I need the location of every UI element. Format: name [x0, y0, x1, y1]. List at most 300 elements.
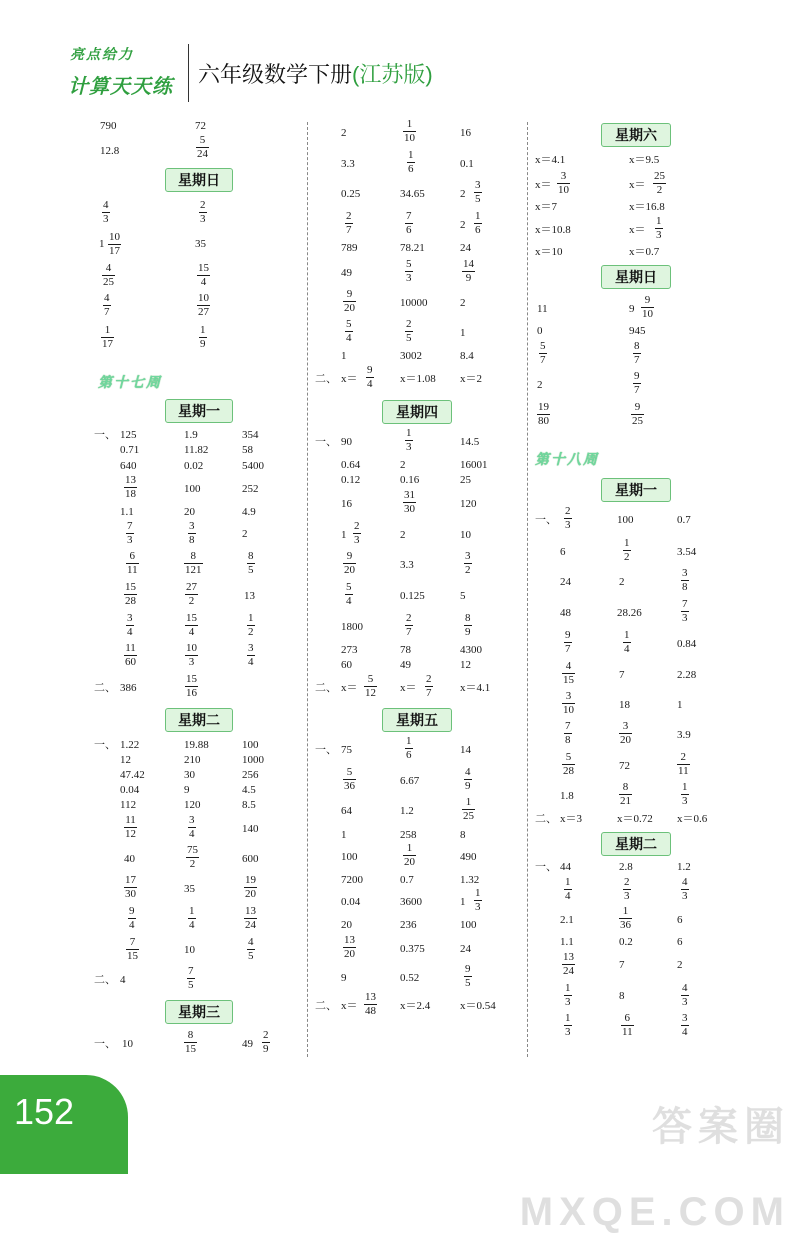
fraction-answer: 25 2 [654, 170, 665, 196]
fraction-answer: 3 20 [620, 720, 631, 746]
answer: 2 [537, 379, 543, 391]
answer: 10 [184, 944, 195, 956]
column-divider-2 [527, 122, 528, 1057]
fraction-answer: 1 25 [463, 796, 474, 822]
answer: 12 [120, 754, 131, 766]
fraction-answer: 1 3 [475, 887, 481, 913]
equation-answer: x＝7 [535, 201, 557, 213]
answer: 11.82 [184, 444, 209, 456]
fraction-answer: 8 7 [634, 340, 640, 366]
answer: 3.9 [677, 729, 691, 741]
answer: 0 [537, 325, 543, 337]
answer: 4.9 [242, 506, 256, 518]
section-label: 二、 [315, 1000, 337, 1012]
section-label: 二、 [315, 682, 337, 694]
fraction-answer: 7 15 [127, 936, 138, 962]
answer: 8 [460, 829, 466, 841]
mixed-number-whole: 1 [341, 529, 347, 541]
fraction-answer: 3 4 [682, 1012, 688, 1038]
fraction-answer: 75 2 [187, 844, 198, 870]
section-label: 一、 [535, 861, 557, 873]
day-heading-friday: 星期五 [382, 708, 452, 732]
answer: 16 [341, 498, 352, 510]
answer: 13 [244, 590, 255, 602]
answer: 48 [560, 607, 571, 619]
answer: 12.8 [100, 145, 120, 157]
answer: 78 [400, 644, 411, 656]
answer: 2 [400, 529, 406, 541]
answer: 1.8 [560, 790, 574, 802]
answer: 1800 [341, 621, 363, 633]
fraction-answer: 27 2 [186, 581, 197, 607]
answer: 0.2 [619, 936, 633, 948]
fraction-answer: 3 2 [465, 550, 471, 576]
answer: 0.84 [677, 638, 697, 650]
fraction-answer: 4 7 [104, 292, 110, 318]
fraction-answer: 3 4 [127, 612, 133, 638]
fraction-answer: 9 20 [344, 288, 355, 314]
day-heading-sunday-2: 星期日 [601, 265, 671, 289]
answer: 120 [460, 498, 477, 510]
answer: 100 [341, 851, 358, 863]
answer: 3600 [400, 896, 422, 908]
section-label: 二、 [94, 974, 116, 986]
answer: 5400 [242, 460, 264, 472]
answer: 24 [460, 242, 471, 254]
answer: 112 [120, 799, 137, 811]
fraction-answer: 2 5 [406, 318, 412, 344]
answer: 90 [341, 436, 352, 448]
answer: 72 [619, 760, 630, 772]
section-label: 二、 [94, 682, 116, 694]
answer: 6 [560, 546, 566, 558]
answer: 3002 [400, 350, 422, 362]
day-heading-saturday: 星期六 [601, 123, 671, 147]
answer: 14 [460, 744, 471, 756]
answer: 140 [242, 823, 259, 835]
answer: 0.16 [400, 474, 420, 486]
equation-answer: x＝ [341, 682, 358, 694]
fraction-answer: 9 5 [465, 963, 471, 989]
answer: 2 [400, 459, 406, 471]
answer: 6.67 [400, 775, 420, 787]
answer: 1 [677, 699, 683, 711]
fraction-answer: 13 20 [344, 934, 355, 960]
fraction-answer: 3 8 [682, 567, 688, 593]
book-title [198, 58, 433, 88]
mixed-number-whole: 9 [629, 303, 635, 315]
answer: 0.04 [120, 784, 140, 796]
answer: 2.8 [619, 861, 633, 873]
fraction-answer: 1 2 [624, 537, 630, 563]
answer: 75 [341, 744, 352, 756]
equation-answer: x＝ [629, 179, 646, 191]
equation-answer: x＝10 [535, 246, 563, 258]
answer: 16001 [460, 459, 488, 471]
section-label: 二、 [315, 373, 337, 385]
answer: 1.22 [120, 739, 140, 751]
fraction-answer: 2 3 [565, 505, 571, 531]
fraction-answer: 9 10 [642, 294, 653, 320]
answer: 14.5 [460, 436, 480, 448]
fraction-answer: 8 5 [248, 550, 254, 576]
fraction-answer: 13 18 [125, 474, 136, 500]
fraction-answer: 3 4 [248, 642, 254, 668]
equation-answer: x＝0.72 [617, 813, 653, 825]
fraction-answer: 1 4 [565, 876, 571, 902]
fraction-answer: 9 7 [565, 629, 571, 655]
answer: 64 [341, 805, 352, 817]
fraction-answer: 1 17 [102, 324, 113, 350]
answer: 8.4 [460, 350, 474, 362]
answer: 100 [242, 739, 259, 751]
fraction-answer: 5 36 [344, 766, 355, 792]
answer: 78.21 [400, 242, 425, 254]
fraction-answer: 14 9 [463, 258, 474, 284]
fraction-answer: 5 7 [540, 340, 546, 366]
fraction-answer: 9 25 [632, 401, 643, 427]
book-title-text: 六年级数学下册 [198, 62, 353, 87]
answer: 9 [184, 784, 190, 796]
fraction-answer: 1 10 [404, 118, 415, 144]
column-divider-1 [307, 122, 308, 1057]
brand-logo: 计算天天练 [68, 76, 173, 98]
answer: 60 [341, 659, 352, 671]
answer: 44 [560, 861, 571, 873]
mixed-number-whole: 1 [460, 896, 466, 908]
fraction-answer: 5 4 [346, 581, 352, 607]
answer: 2 [619, 576, 625, 588]
answer: 100 [617, 514, 634, 526]
section-label: 一、 [94, 429, 116, 441]
fraction-answer: 10 27 [198, 292, 209, 318]
fraction-answer: 1 6 [475, 210, 481, 236]
equation-answer: x＝2.4 [400, 1000, 431, 1012]
fraction-answer: 4 3 [103, 199, 109, 225]
page-number: 152 [14, 1091, 75, 1132]
answer: 10 [122, 1038, 133, 1050]
fraction-answer: 2 7 [346, 210, 352, 236]
answer: 49 [341, 267, 352, 279]
fraction-answer: 4 3 [682, 876, 688, 902]
fraction-answer: 3 10 [563, 690, 574, 716]
answer: 790 [100, 120, 117, 132]
fraction-answer: 9 4 [367, 364, 373, 390]
answer: 210 [184, 754, 201, 766]
answer: 72 [195, 120, 206, 132]
answer: 120 [184, 799, 201, 811]
answer: 252 [242, 483, 259, 495]
answer: 258 [400, 829, 417, 841]
fraction-answer: 15 4 [198, 262, 209, 288]
answer: 945 [629, 325, 646, 337]
day-heading-sunday: 星期日 [165, 168, 233, 192]
day-heading-tuesday-2: 星期二 [601, 832, 671, 856]
answer: 6 [677, 914, 683, 926]
answer: 0.04 [341, 896, 361, 908]
answer: 1.9 [184, 429, 198, 441]
equation-answer: x＝2 [460, 373, 482, 385]
equation-answer: x＝ [629, 224, 646, 236]
fraction-answer: 10 17 [109, 231, 120, 257]
fraction-answer: 8 21 [620, 781, 631, 807]
equation-answer: x＝ [341, 1000, 358, 1012]
fraction-answer: 1 36 [620, 905, 631, 931]
answer: 0.02 [184, 460, 204, 472]
fraction-answer: 4 3 [682, 982, 688, 1008]
day-heading-wednesday: 星期三 [165, 1000, 233, 1024]
fraction-answer: 2 3 [624, 876, 630, 902]
fraction-answer: 4 15 [563, 660, 574, 686]
fraction-answer: 5 28 [563, 751, 574, 777]
answer: 3.3 [400, 559, 414, 571]
fraction-answer: 15 4 [186, 612, 197, 638]
equation-answer: x＝10.8 [535, 224, 571, 236]
fraction-answer: 2 7 [406, 612, 412, 638]
equation-answer: x＝4.1 [535, 154, 566, 166]
fraction-answer: 8 15 [185, 1029, 196, 1055]
section-label: 一、 [94, 1038, 116, 1050]
header-divider [188, 44, 189, 102]
fraction-answer: 13 24 [245, 905, 256, 931]
answer: 2 [341, 127, 347, 139]
fraction-answer: 6 11 [127, 550, 138, 576]
fraction-answer: 9 4 [129, 905, 135, 931]
fraction-answer: 1 6 [408, 149, 414, 175]
answer: 1 [460, 327, 466, 339]
fraction-answer: 15 28 [125, 581, 136, 607]
fraction-answer: 1 20 [404, 842, 415, 868]
answer: 2.28 [677, 669, 697, 681]
section-label: 一、 [315, 436, 337, 448]
fraction-answer: 7 8 [565, 720, 571, 746]
answer: 18 [619, 699, 630, 711]
week-badge-18: 第十八周 [535, 451, 599, 467]
answer: 6 [677, 936, 683, 948]
fraction-answer: 4 25 [103, 262, 114, 288]
day-heading-monday-2: 星期一 [601, 478, 671, 502]
fraction-answer: 1 3 [406, 427, 412, 453]
answer: 2.1 [560, 914, 574, 926]
fraction-answer: 10 3 [186, 642, 197, 668]
answer: 1.2 [677, 861, 691, 873]
answer: 11 [537, 303, 548, 315]
fraction-answer: 1 3 [656, 215, 662, 241]
answer: 1.1 [120, 506, 134, 518]
answer: 0.71 [120, 444, 140, 456]
answer: 34.65 [400, 188, 425, 200]
day-heading-tuesday: 星期二 [165, 708, 233, 732]
answer: 3.54 [677, 546, 697, 558]
section-label: 一、 [535, 514, 557, 526]
answer: 386 [120, 682, 137, 694]
answer: 12 [460, 659, 471, 671]
answer: 7 [619, 959, 625, 971]
answer: 7 [619, 669, 625, 681]
answer: 490 [460, 851, 477, 863]
answer: 0.12 [341, 474, 361, 486]
mixed-number-whole: 2 [460, 188, 466, 200]
answer: 0.7 [400, 874, 414, 886]
answer: 0.375 [400, 943, 425, 955]
answer: 24 [560, 576, 571, 588]
answer: 1.2 [400, 805, 414, 817]
answer: 0.25 [341, 188, 361, 200]
answer: 5 [460, 590, 466, 602]
fraction-answer: 11 12 [125, 814, 136, 840]
equation-answer: x＝16.8 [629, 201, 665, 213]
section-label: 一、 [315, 744, 337, 756]
answer: 30 [184, 769, 195, 781]
fraction-answer: 5 12 [365, 673, 376, 699]
mixed-number-whole: 2 [460, 219, 466, 231]
answer: 236 [400, 919, 417, 931]
answer: 35 [195, 238, 206, 250]
answer: 16 [460, 127, 471, 139]
answer: 0.52 [400, 972, 420, 984]
answer: 789 [341, 242, 358, 254]
fraction-answer: 1 3 [565, 1012, 571, 1038]
answer: 0.7 [677, 514, 691, 526]
answer: 354 [242, 429, 259, 441]
answer: 9 [341, 972, 347, 984]
page-header [0, 0, 800, 110]
fraction-answer: 7 5 [188, 965, 194, 991]
answer: 25 [460, 474, 471, 486]
answer: 49 [400, 659, 411, 671]
answer: 1.1 [560, 936, 574, 948]
week-badge-17: 第十七周 [98, 374, 162, 390]
answer: 10 [460, 529, 471, 541]
fraction-answer: 8 9 [465, 612, 471, 638]
fraction-answer: 8 121 [185, 550, 202, 576]
fraction-answer: 4 5 [248, 936, 254, 962]
book-edition: (江苏版) [352, 62, 433, 87]
fraction-answer: 2 9 [263, 1029, 269, 1055]
answer: 7200 [341, 874, 363, 886]
fraction-answer: 2 3 [354, 520, 360, 546]
equation-answer: x＝0.7 [629, 246, 660, 258]
fraction-answer: 1 3 [682, 781, 688, 807]
answer: 0.1 [460, 158, 474, 170]
section-label: 二、 [535, 813, 557, 825]
fraction-answer: 31 30 [404, 489, 415, 515]
answer: 4300 [460, 644, 482, 656]
fraction-answer: 6 11 [622, 1012, 633, 1038]
answer: 47.42 [120, 769, 145, 781]
fraction-answer: 5 24 [197, 134, 208, 160]
equation-answer: x＝ [535, 179, 552, 191]
answer: 8.5 [242, 799, 256, 811]
answer: 19.88 [184, 739, 209, 751]
day-heading-thursday: 星期四 [382, 400, 452, 424]
answer: 100 [184, 483, 201, 495]
answer: 1000 [242, 754, 264, 766]
answer: 40 [124, 853, 135, 865]
answer: 600 [242, 853, 259, 865]
fraction-answer: 1 9 [200, 324, 206, 350]
answer: 2 [460, 297, 466, 309]
brand-slogan: 亮点给力 [70, 46, 134, 62]
equation-answer: x＝ [400, 682, 417, 694]
fraction-answer: 5 4 [346, 318, 352, 344]
answer: 8 [619, 990, 625, 1002]
answer: 256 [242, 769, 259, 781]
answer: 35 [184, 883, 195, 895]
fraction-answer: 15 16 [186, 673, 197, 699]
fraction-answer: 13 24 [563, 951, 574, 977]
equation-answer: x＝0.6 [677, 813, 708, 825]
answer: 3.3 [341, 158, 355, 170]
fraction-answer: 11 60 [125, 642, 136, 668]
fraction-answer: 9 20 [344, 550, 355, 576]
answer: 20 [184, 506, 195, 518]
answer: 640 [120, 460, 137, 472]
fraction-answer: 2 3 [200, 199, 206, 225]
fraction-answer: 1 3 [565, 982, 571, 1008]
watermark: 答案圈 MXQE.COM [519, 1105, 790, 1234]
fraction-answer: 19 20 [245, 874, 256, 900]
answer: 20 [341, 919, 352, 931]
mixed-number-whole: 1 [99, 238, 105, 250]
day-heading-monday: 星期一 [165, 399, 233, 423]
fraction-answer: 2 7 [426, 673, 432, 699]
answer: 58 [242, 444, 253, 456]
fraction-answer: 7 6 [406, 210, 412, 236]
fraction-answer: 1 4 [624, 629, 630, 655]
fraction-answer: 3 5 [475, 179, 481, 205]
equation-answer: x＝0.54 [460, 1000, 496, 1012]
answer: 273 [341, 644, 358, 656]
equation-answer: x＝4.1 [460, 682, 491, 694]
answer: 10000 [400, 297, 428, 309]
answer: 125 [120, 429, 137, 441]
fraction-answer: 9 7 [634, 370, 640, 396]
answer: 4.5 [242, 784, 256, 796]
fraction-answer: 7 3 [127, 520, 133, 546]
fraction-answer: 3 4 [189, 814, 195, 840]
fraction-answer: 1 2 [248, 612, 254, 638]
fraction-answer: 5 3 [406, 258, 412, 284]
fraction-answer: 7 3 [682, 598, 688, 624]
answer: 2 [242, 528, 248, 540]
fraction-answer: 17 30 [125, 874, 136, 900]
fraction-answer: 3 10 [558, 170, 569, 196]
fraction-answer: 4 9 [465, 766, 471, 792]
answer: 0.64 [341, 459, 361, 471]
answer: 0.125 [400, 590, 425, 602]
answer: 100 [460, 919, 477, 931]
mixed-number-whole: 49 [242, 1038, 253, 1050]
answer: 4 [120, 974, 126, 986]
fraction-answer: 3 8 [189, 520, 195, 546]
answer: 1 [341, 829, 347, 841]
fraction-answer: 13 48 [365, 991, 376, 1017]
equation-answer: x＝1.08 [400, 373, 436, 385]
answer: 2 [677, 959, 683, 971]
answer: 1.32 [460, 874, 480, 886]
fraction-answer: 2 11 [678, 751, 689, 777]
equation-answer: x＝3 [560, 813, 582, 825]
fraction-answer: 19 80 [538, 401, 549, 427]
section-label: 一、 [94, 739, 116, 751]
fraction-answer: 1 6 [406, 735, 412, 761]
fraction-answer: 1 4 [189, 905, 195, 931]
equation-answer: x＝9.5 [629, 154, 660, 166]
answer: 28.26 [617, 607, 642, 619]
answer: 1 [341, 350, 347, 362]
answer: 24 [460, 943, 471, 955]
